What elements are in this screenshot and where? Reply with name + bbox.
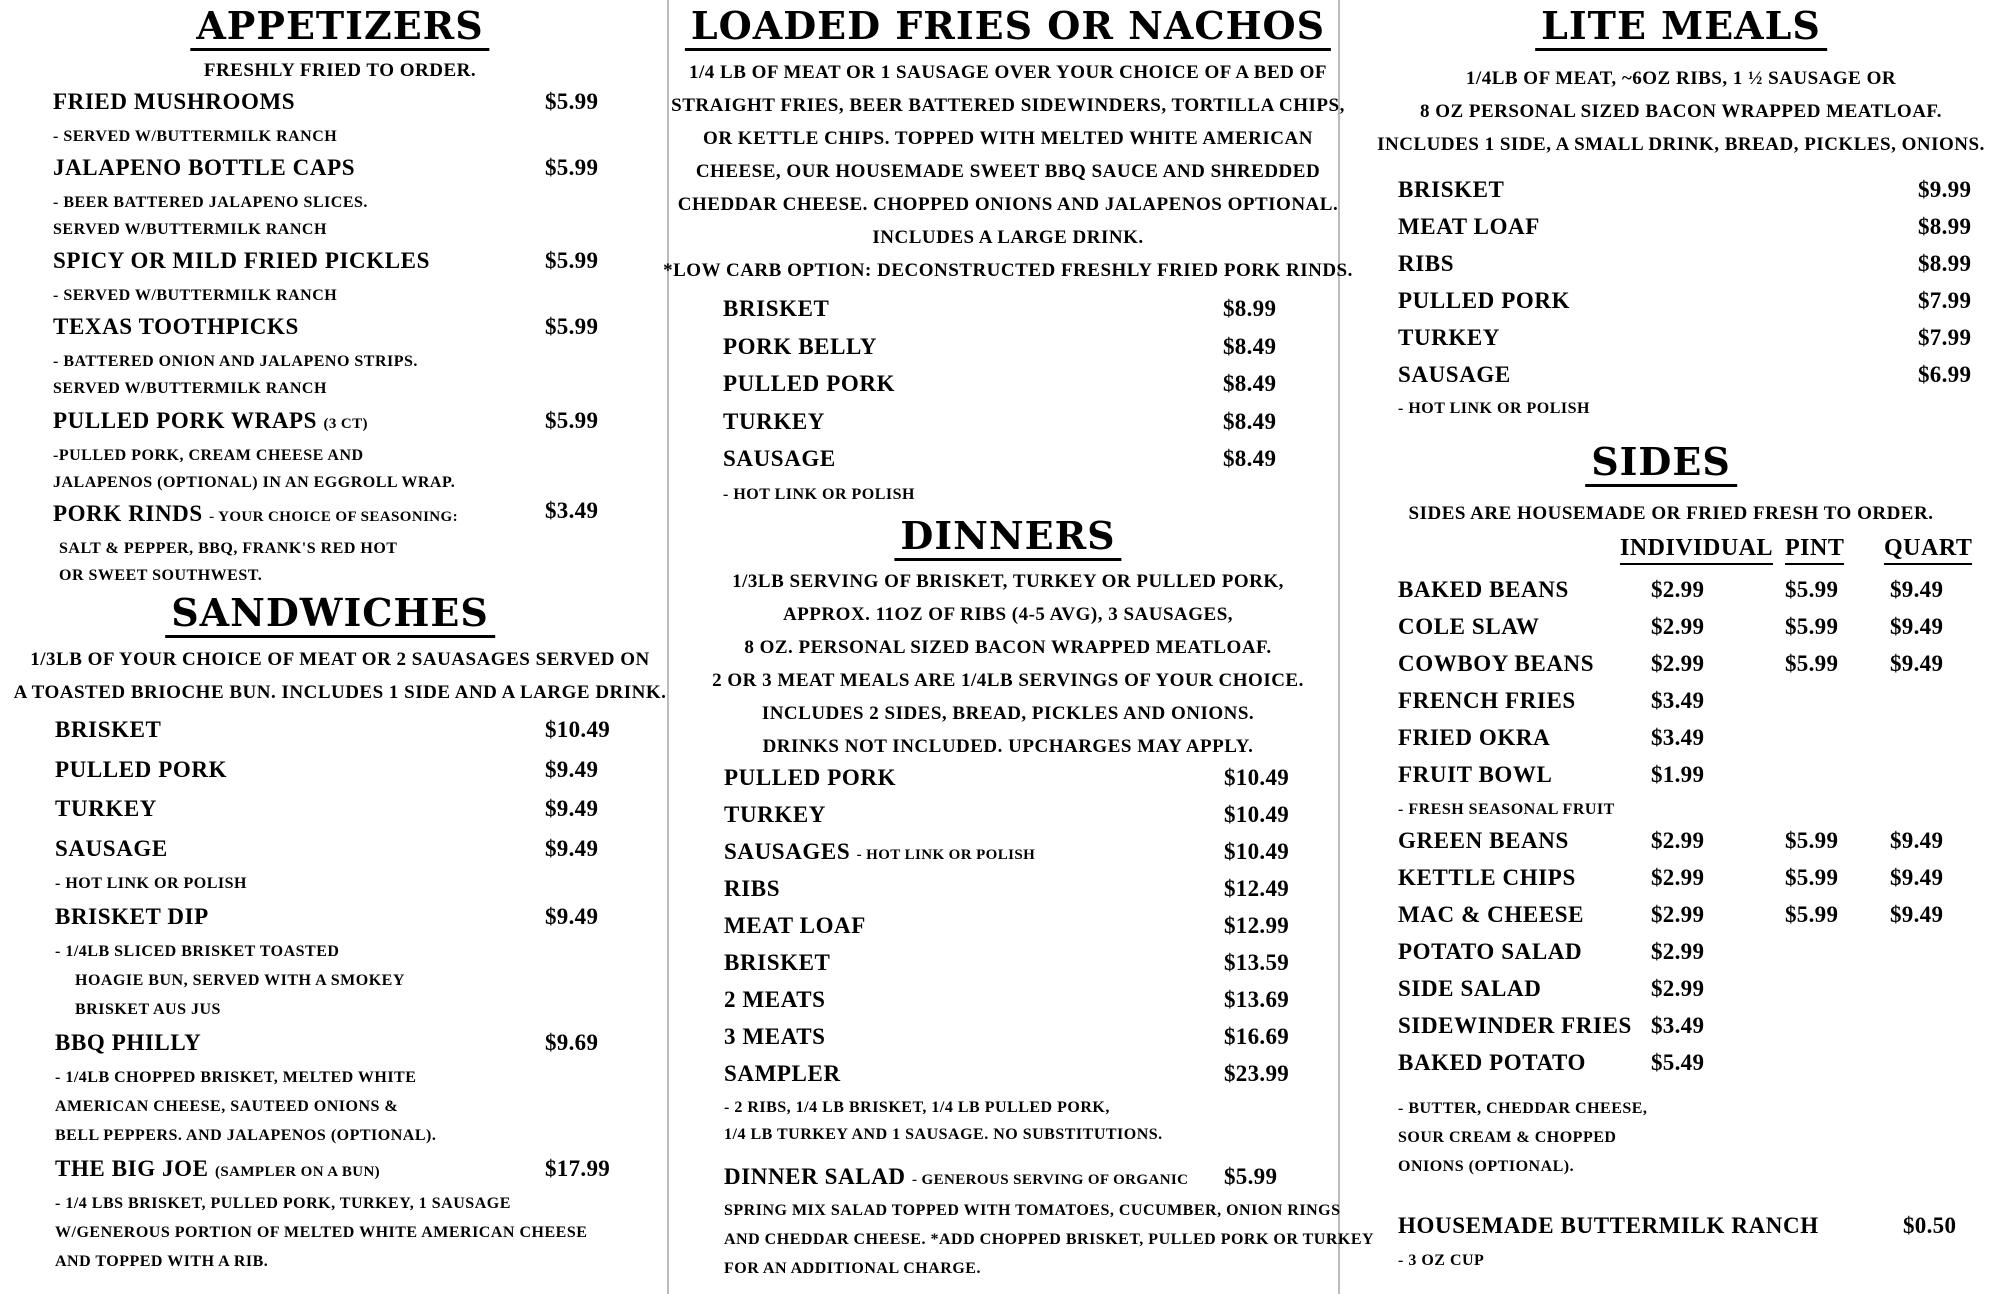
menu-item-desc: SERVED W/BUTTERMILK RANCH [53,221,327,238]
menu-item-name: TEXAS TOOTHPICKS [53,314,299,339]
menu-item-price: $23.99 [1224,1061,1290,1086]
sides-column-pint: PINT [1785,533,1844,565]
menu-item-price: $12.99 [1224,913,1290,938]
menu-item-name: RIBS [1398,251,1455,276]
menu-item-desc: - 2 RIBS, 1/4 LB BRISKET, 1/4 LB PULLED PORK, [724,1099,1110,1116]
side-item-name: BAKED POTATO [1398,1050,1587,1075]
menu-item-desc: - 3 OZ CUP [1398,1252,1485,1269]
appetizers-heading: APPETIZERS [190,4,489,51]
menu-item-name: 2 MEATS [724,987,826,1012]
menu-item-price: $8.49 [1223,446,1277,471]
menu-item-name: BRISKET [1398,177,1505,202]
menu-item-desc: BELL PEPPERS. AND JALAPENOS (OPTIONAL). [55,1127,437,1144]
side-price-individual: $2.99 [1651,651,1705,676]
menu-item-price: $16.69 [1224,1024,1290,1049]
menu-item-desc: SOUR CREAM & CHOPPED [1398,1129,1617,1146]
menu-item-desc: - SERVED W/BUTTERMILK RANCH [53,287,338,304]
menu-item-count-note: (3 CT) [323,416,368,432]
menu-item-price: $9.49 [545,904,599,929]
menu-item-name: SAUSAGE [723,446,836,471]
menu-item-name [55,1154,380,1187]
menu-item-name: 3 MEATS [724,1024,826,1049]
side-item-name: MAC & CHEESE [1398,902,1585,927]
side-price-individual: $5.49 [1651,1050,1705,1075]
menu-item-name: RIBS [724,876,781,901]
menu-item-name: TURKEY [723,409,826,434]
menu-item-price: $5.99 [545,248,599,273]
sandwiches-intro-line: 1/3LB OF YOUR CHOICE OF MEAT OR 2 SAUASAGES SERVED ON [30,649,650,670]
menu-item-name: BRISKET [724,950,831,975]
menu-item-desc: HOAGIE BUN, SERVED WITH A SMOKEY [75,972,405,989]
menu-item-desc: - HOT LINK OR POLISH [55,875,247,892]
menu-item-name: PORK BELLY [723,334,878,359]
side-item-name: COLE SLAW [1398,614,1540,639]
loaded-intro-line: CHEESE, OUR HOUSEMADE SWEET BBQ SAUCE AND SHREDDED [695,161,1321,182]
menu-item-price: $9.99 [1918,177,1972,202]
side-price-pint: $5.99 [1785,865,1839,890]
menu-item-name-text: SAUSAGES [724,839,851,864]
menu-item-price: $5.99 [545,314,599,339]
menu-item-inline-note: (SAMPLER ON A BUN) [214,1164,381,1180]
menu-item-price: $5.99 [545,155,599,180]
menu-item-price: $6.99 [1918,362,1972,387]
menu-item-price: $5.99 [1224,1164,1278,1189]
menu-item-name: SAMPLER [724,1061,841,1086]
menu-item-desc: - SERVED W/BUTTERMILK RANCH [53,128,338,145]
menu-item-name: SAUSAGE [1398,362,1511,387]
dinners-intro-line: 1/3LB SERVING OF BRISKET, TURKEY OR PULLED PORK, [732,571,1284,592]
side-item-name: SIDE SALAD [1398,976,1542,1001]
dinners-intro-line: INCLUDES 2 SIDES, BREAD, PICKLES AND ONIONS. [761,703,1255,724]
sandwiches-heading: SANDWICHES [165,591,495,638]
side-item-name: BAKED BEANS [1398,577,1569,602]
loaded-intro-line: STRAIGHT FRIES, BEER BATTERED SIDEWINDERS, TORTILLA CHIPS, [671,95,1345,116]
menu-item-desc: OR SWEET SOUTHWEST. [59,567,263,584]
lite-intro-line: 1/4LB OF MEAT, ~6OZ RIBS, 1 ½ SAUSAGE OR [1465,68,1897,89]
side-price-individual: $2.99 [1651,865,1705,890]
side-price-pint: $5.99 [1785,614,1839,639]
side-price-quart: $9.49 [1890,614,1944,639]
menu-item-name: SAUSAGE [55,836,168,861]
menu-item-inline-note: - GENEROUS SERVING OF ORGANIC [912,1172,1189,1188]
menu-item-desc: - 1/4LB SLICED BRISKET TOASTED [55,943,340,960]
menu-item-desc: - 1/4 LBS BRISKET, PULLED PORK, TURKEY, 1 SAUSAGE [55,1195,511,1212]
side-item-name: GREEN BEANS [1398,828,1569,853]
menu-item-name-text: DINNER SALAD [724,1164,906,1189]
menu-item-desc: 1/4 LB TURKEY AND 1 SAUSAGE. NO SUBSTITUTIONS. [724,1126,1163,1143]
menu-item-name: BRISKET DIP [55,904,209,929]
side-price-individual: $3.49 [1651,1013,1705,1038]
menu-item-price: $9.49 [545,796,599,821]
menu-item-price: $5.99 [545,89,599,114]
side-price-pint: $5.99 [1785,828,1839,853]
menu-item-price: $10.49 [1224,802,1290,827]
menu-item-price: $8.99 [1918,251,1972,276]
menu-item-desc: AND CHEDDAR CHEESE. *ADD CHOPPED BRISKET, PULLED PORK OR TURKEY [724,1231,1375,1248]
menu-item-price: $13.59 [1224,950,1290,975]
menu-item-name: PULLED PORK [55,757,228,782]
menu-item-desc: BRISKET AUS JUS [75,1001,221,1018]
dinners-intro-line: 2 OR 3 MEAT MEALS ARE 1/4LB SERVINGS OF YOUR CHOICE. [712,670,1304,691]
menu-item-price: $10.49 [545,717,611,742]
menu-item-desc: SPRING MIX SALAD TOPPED WITH TOMATOES, CUCUMBER, ONION RINGS [724,1202,1341,1219]
column-right [1338,0,2000,1294]
menu-item-price: $10.49 [1224,765,1290,790]
menu-item-price: $13.69 [1224,987,1290,1012]
menu-item-desc: SERVED W/BUTTERMILK RANCH [53,380,327,397]
menu-item-name: BRISKET [723,296,830,321]
menu-item-desc: FOR AN ADDITIONAL CHARGE. [724,1260,981,1277]
dinners-intro-line: APPROX. 11OZ OF RIBS (4-5 AVG), 3 SAUSAGES, [782,604,1234,625]
side-price-individual: $3.49 [1651,725,1705,750]
menu-item-name [53,499,458,532]
sandwiches-intro-line: A TOASTED BRIOCHE BUN. INCLUDES 1 SIDE AND A LARGE DRINK. [13,682,667,703]
loaded-intro-line: CHEDDAR CHEESE. CHOPPED ONIONS AND JALAPENOS OPTIONAL. [677,194,1339,215]
dinners-heading: DINNERS [894,514,1121,561]
side-price-individual: $3.49 [1651,688,1705,713]
sides-heading: SIDES [1585,440,1737,487]
dinners-intro-line: DRINKS NOT INCLUDED. UPCHARGES MAY APPLY. [762,736,1254,757]
menu-item-name: BBQ PHILLY [55,1030,202,1055]
menu-item-price: $10.49 [1224,839,1290,864]
menu-item-desc: AND TOPPED WITH A RIB. [55,1253,269,1270]
menu-item-price: $9.49 [545,757,599,782]
menu-item-name-text: THE BIG JOE [55,1156,209,1181]
menu-item-name-text: PORK RINDS [53,501,203,526]
side-price-quart: $9.49 [1890,902,1944,927]
loaded-intro-line: 1/4 LB OF MEAT OR 1 SAUSAGE OVER YOUR CHOICE OF A BED OF [688,62,1328,83]
menu-item-name [724,837,1035,870]
side-price-pint: $5.99 [1785,902,1839,927]
menu-item-name: PULLED PORK [723,371,896,396]
menu-item-price: $0.50 [1903,1213,1957,1238]
column-middle [663,0,1375,1294]
side-price-pint: $5.99 [1785,651,1839,676]
side-item-name: POTATO SALAD [1398,939,1583,964]
menu-item-name [53,406,368,439]
side-price-individual: $2.99 [1651,939,1705,964]
side-item-name: KETTLE CHIPS [1398,865,1576,890]
menu-item-name: FRIED MUSHROOMS [53,89,296,114]
side-price-individual: $2.99 [1651,976,1705,1001]
sides-column-quart: QUART [1884,533,1972,565]
loaded-intro-line: OR KETTLE CHIPS. TOPPED WITH MELTED WHITE AMERICAN [703,128,1313,149]
menu-item-name: SPICY OR MILD FRIED PICKLES [53,248,431,273]
menu-item-desc: - BEER BATTERED JALAPENO SLICES. [53,194,368,211]
menu-item-name-text: PULLED PORK WRAPS [53,408,318,433]
side-price-individual: $2.99 [1651,828,1705,853]
menu-item-name: TURKEY [1398,325,1501,350]
menu-item-price: $9.69 [545,1030,599,1055]
menu-item-inline-note: - YOUR CHOICE OF SEASONING: [209,509,458,525]
side-price-individual: $1.99 [1651,762,1705,787]
menu-item-desc: - BUTTER, CHEDDAR CHEESE, [1398,1100,1648,1117]
menu-item-desc: W/GENEROUS PORTION OF MELTED WHITE AMERICAN CHEESE [55,1224,588,1241]
lite-meals-heading: LITE MEALS [1535,4,1827,51]
loaded-low-carb-note: *LOW CARB OPTION: DECONSTRUCTED FRESHLY FRIED PORK RINDS. [663,260,1353,281]
menu-item-price: $8.49 [1223,409,1277,434]
side-price-individual: $2.99 [1651,577,1705,602]
menu-item-desc: ONIONS (OPTIONAL). [1398,1158,1575,1175]
menu-item-name: TURKEY [55,796,158,821]
loaded-intro-line: INCLUDES A LARGE DRINK. [872,227,1144,248]
side-item-name: FRENCH FRIES [1398,688,1576,713]
side-price-quart: $9.49 [1890,651,1944,676]
menu-item-price: $7.99 [1918,325,1972,350]
side-item-desc: - FRESH SEASONAL FRUIT [1398,801,1615,818]
menu-item-name: PULLED PORK [1398,288,1571,313]
menu-item-name: MEAT LOAF [1398,214,1540,239]
side-price-pint: $5.99 [1785,577,1839,602]
menu-item-desc: SALT & PEPPER, BBQ, FRANK'S RED HOT [59,540,398,557]
menu-item-name: BRISKET [55,717,162,742]
side-item-name: FRIED OKRA [1398,725,1551,750]
sides-subtitle: SIDES ARE HOUSEMADE OR FRIED FRESH TO ORDER. [1408,503,1934,524]
side-price-individual: $2.99 [1651,902,1705,927]
menu-item-name: TURKEY [724,802,827,827]
menu-item-name: HOUSEMADE BUTTERMILK RANCH [1398,1213,1819,1238]
menu-item-price: $7.99 [1918,288,1972,313]
side-item-name: FRUIT BOWL [1398,762,1553,787]
menu-item-desc: - HOT LINK OR POLISH [1398,400,1590,417]
dinners-intro-line: 8 OZ. PERSONAL SIZED BACON WRAPPED MEATLOAF. [744,637,1272,658]
menu-item-name: MEAT LOAF [724,913,866,938]
menu-item-desc: JALAPENOS (OPTIONAL) IN AN EGGROLL WRAP. [53,474,456,491]
side-item-name: COWBOY BEANS [1398,651,1595,676]
menu-item-name: JALAPENO BOTTLE CAPS [53,155,356,180]
lite-intro-line: INCLUDES 1 SIDE, A SMALL DRINK, BREAD, PICKLES, ONIONS. [1377,134,1985,155]
menu-item-name [724,1162,1188,1195]
sides-column-individual: INDIVIDUAL [1620,533,1773,565]
menu-item-price: $9.49 [545,836,599,861]
side-price-quart: $9.49 [1890,577,1944,602]
menu-item-price: $12.49 [1224,876,1290,901]
menu-item-price: $8.99 [1223,296,1277,321]
menu-item-name: PULLED PORK [724,765,897,790]
side-price-quart: $9.49 [1890,865,1944,890]
menu-item-price: $3.49 [545,498,599,523]
menu-item-price: $5.99 [545,408,599,433]
menu-item-inline-note: - HOT LINK OR POLISH [856,847,1036,863]
appetizers-subtitle: FRESHLY FRIED TO ORDER. [203,60,477,81]
menu-item-desc: - 1/4LB CHOPPED BRISKET, MELTED WHITE [55,1069,417,1086]
menu-item-desc: -PULLED PORK, CREAM CHEESE AND [53,447,364,464]
lite-intro-line: 8 OZ PERSONAL SIZED BACON WRAPPED MEATLOAF. [1419,101,1943,122]
loaded-fries-heading: LOADED FRIES OR NACHOS [685,4,1331,51]
menu-item-desc: - HOT LINK OR POLISH [723,486,915,503]
side-price-individual: $2.99 [1651,614,1705,639]
side-item-name: SIDEWINDER FRIES [1398,1013,1632,1038]
menu-item-price: $8.99 [1918,214,1972,239]
column-left [0,0,668,1294]
menu-item-price: $8.49 [1223,371,1277,396]
menu-item-price: $8.49 [1223,334,1277,359]
menu-item-desc: - BATTERED ONION AND JALAPENO STRIPS. [53,353,418,370]
side-price-quart: $9.49 [1890,828,1944,853]
menu-item-desc: AMERICAN CHEESE, SAUTEED ONIONS & [55,1098,399,1115]
menu-item-price: $17.99 [545,1156,611,1181]
